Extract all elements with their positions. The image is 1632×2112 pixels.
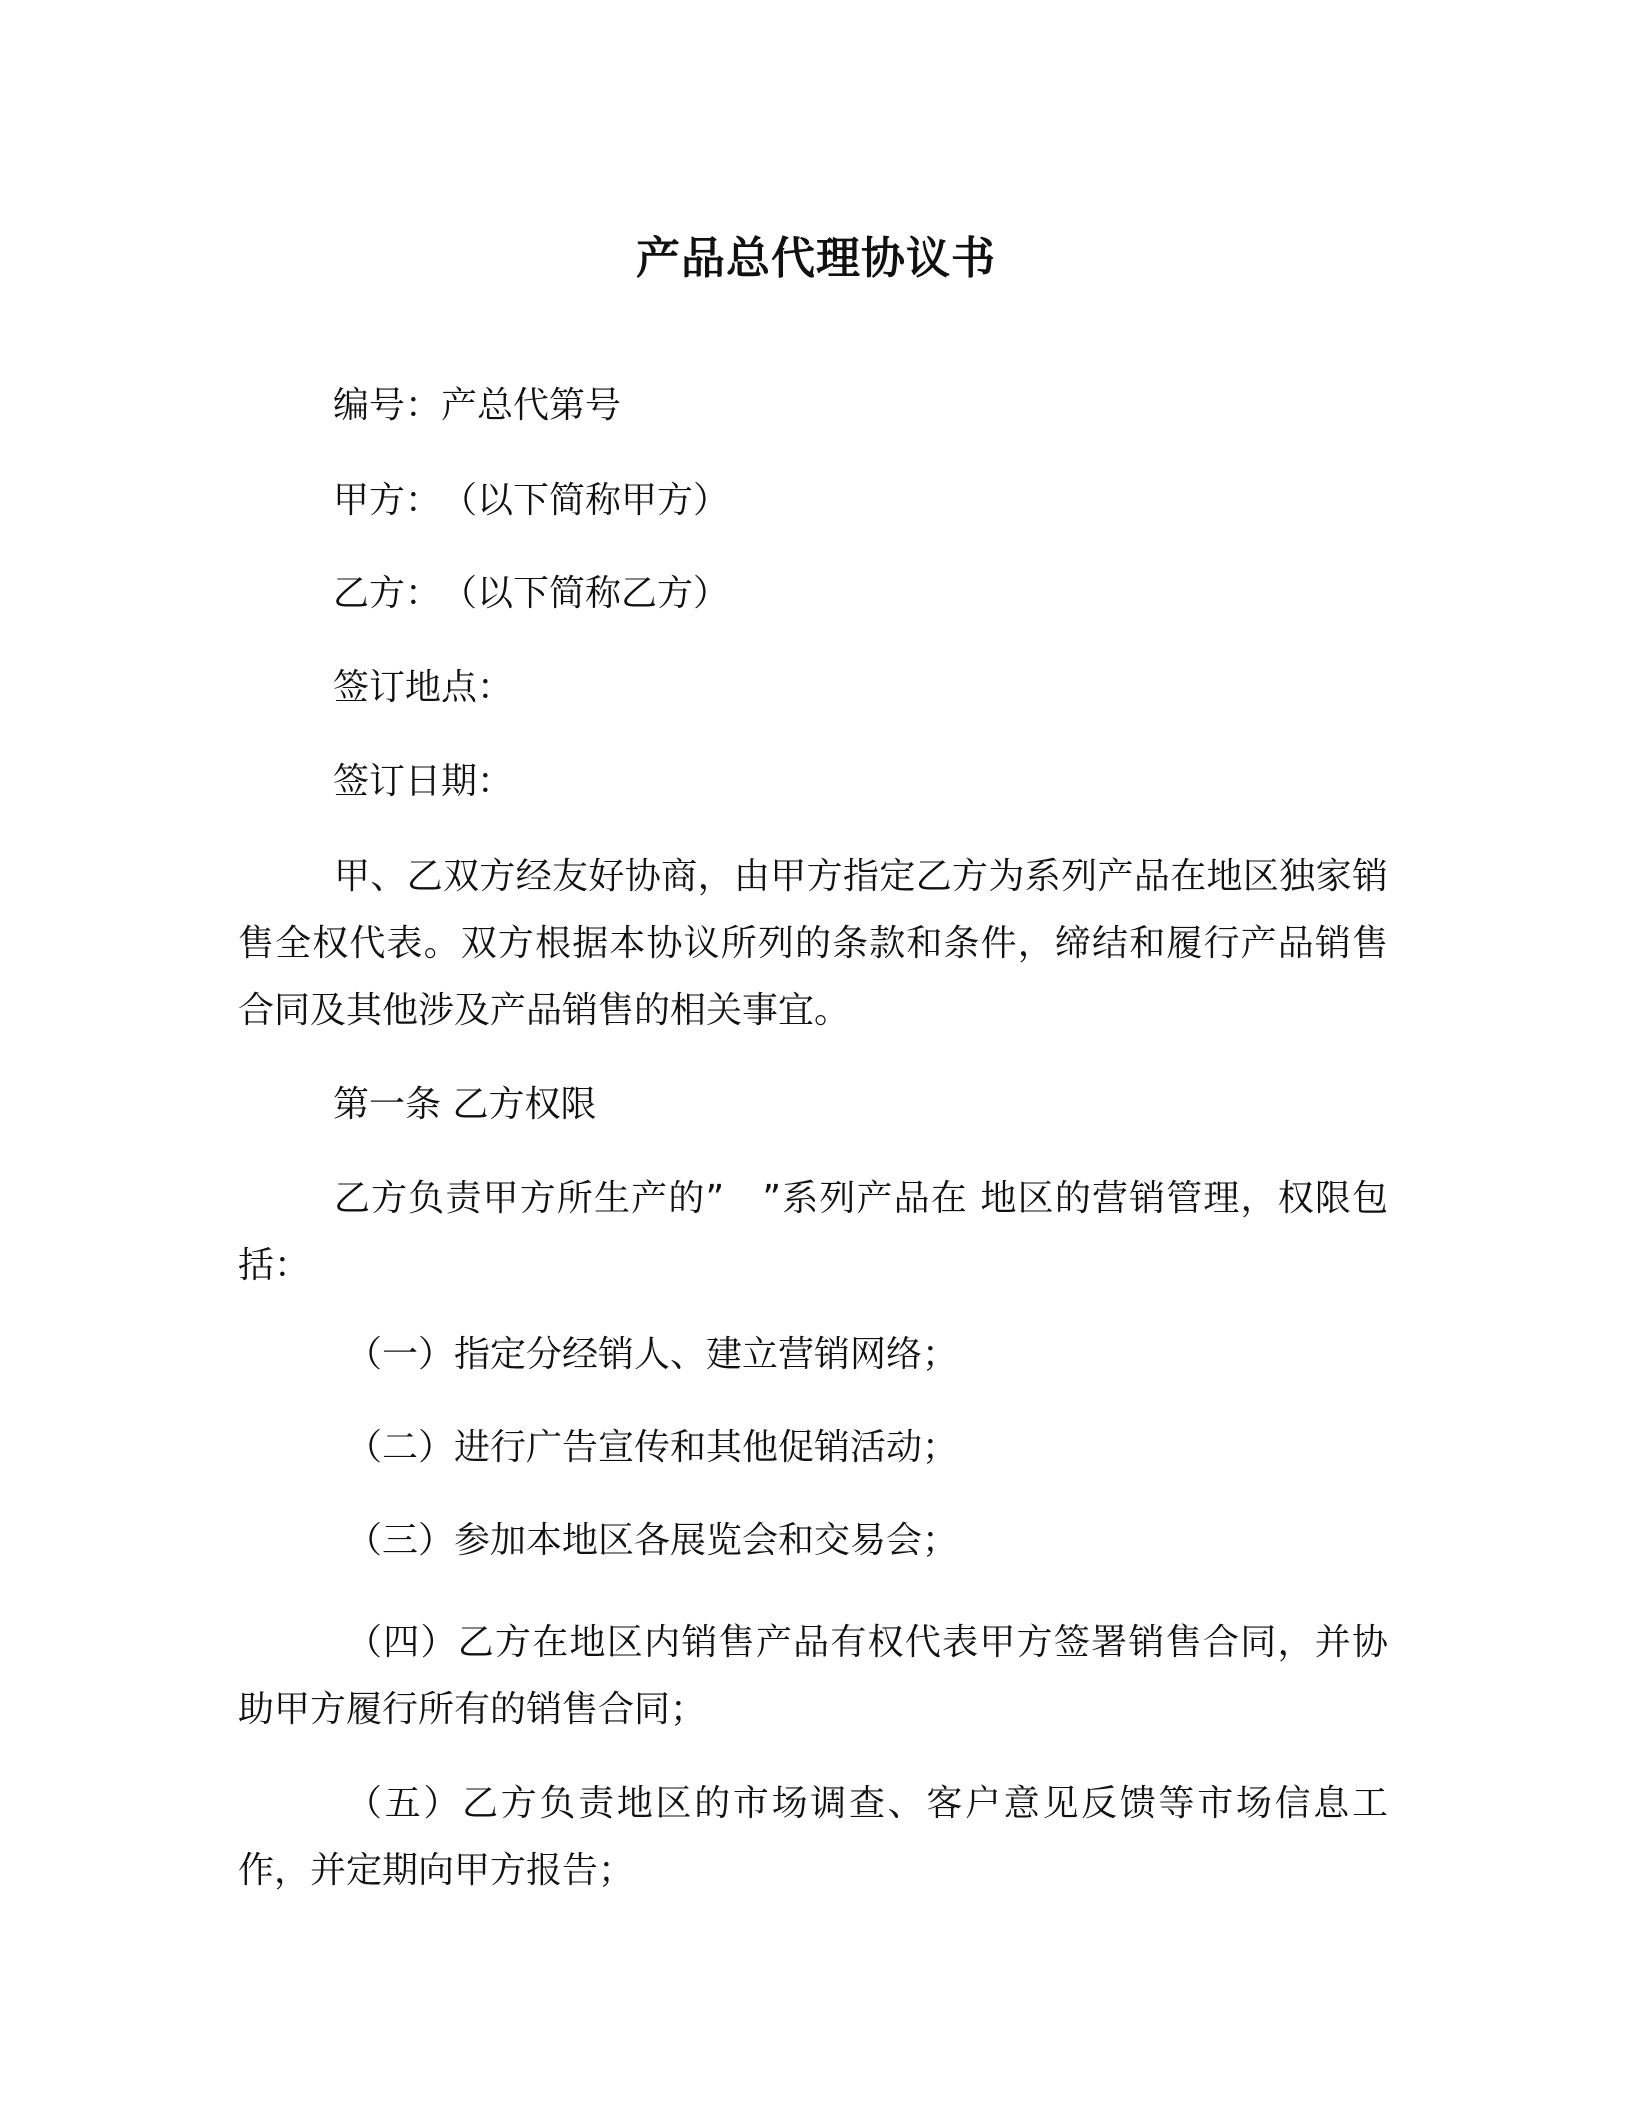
article-1-item: （一）指定分经销人、建立营销网络； xyxy=(346,1334,959,1375)
intro-paragraph: 甲、乙双方经友好协商，由甲方指定乙方为系列产品在地区独家销售全权代表。双方根据本协议所列的条款和条件，缔结和履行产品销售合同及其他涉及产品销售的相关事宜。 xyxy=(238,856,1388,1031)
article-1-heading: 第一条 乙方权限 xyxy=(333,1084,597,1125)
article-1-item: （五）乙方负责地区的市场调查、客户意见反馈等市场信息工作，并定期向甲方报告； xyxy=(238,1783,1388,1891)
sign-date-field: 签订日期： xyxy=(333,761,514,802)
document-title: 产品总代理协议书 xyxy=(636,233,996,284)
article-1-item: （三）参加本地区各展览会和交易会； xyxy=(346,1520,959,1561)
contract-number: 编号：产总代第号 xyxy=(333,385,622,426)
sign-place-field: 签订地点： xyxy=(333,667,514,708)
party-b-field: 乙方： （以下简称乙方） xyxy=(333,573,730,614)
article-1-item: （四）乙方在地区内销售产品有权代表甲方签署销售合同，并协助甲方履行所有的销售合同； xyxy=(238,1622,1388,1730)
article-1-item: （二）进行广告宣传和其他促销活动； xyxy=(346,1427,959,1468)
article-1-lead: 乙方负责甲方所生产的” ”系列产品在 地区的营销管理，权限包括： xyxy=(238,1178,1388,1286)
party-a-field: 甲方： （以下简称甲方） xyxy=(333,480,730,521)
